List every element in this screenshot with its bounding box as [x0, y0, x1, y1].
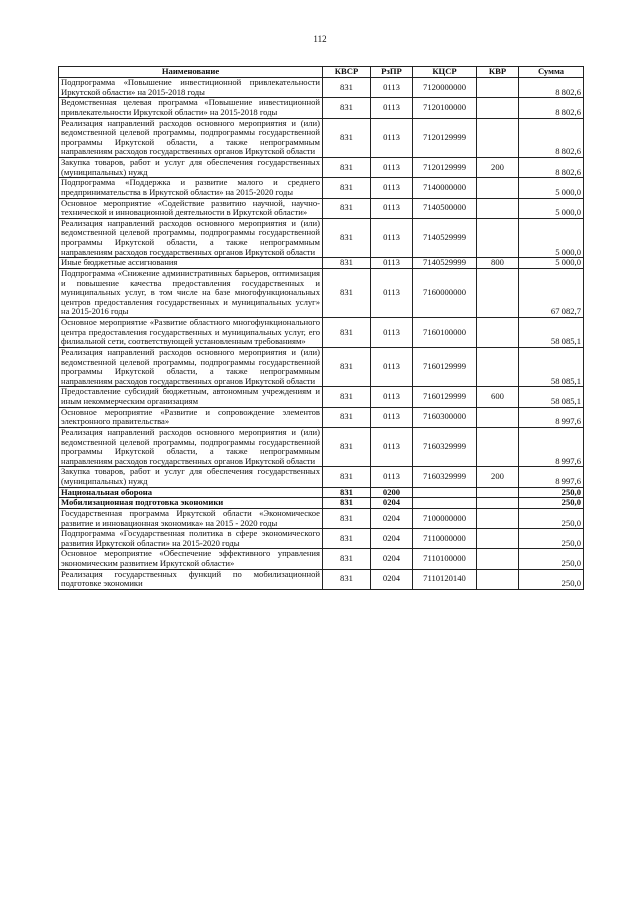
column-header-kvr: КВР: [477, 67, 519, 78]
row-name-cell: Предоставление субсидий бюджетным, автономным учреждениям и иным некоммерческим организациям: [59, 387, 323, 407]
row-rzpr-cell: 0204: [371, 508, 413, 528]
row-rzpr-cell: 0113: [371, 347, 413, 387]
row-kcsr-cell: 7160300000: [413, 407, 477, 427]
table-row: [59, 467, 584, 487]
row-kcsr-cell: 7140529999: [413, 258, 477, 269]
row-sum-cell: 8 802,6: [519, 98, 584, 118]
row-kvr-cell: [477, 487, 519, 498]
row-kcsr-cell: 7120000000: [413, 78, 477, 98]
row-kvsr-cell: 831: [323, 508, 371, 528]
table-row: [59, 549, 584, 569]
row-name-cell: Подпрограмма «Повышение инвестиционной привлекательности Иркутской области» на 2015-2018 годы: [59, 78, 323, 98]
row-kvsr-cell: 831: [323, 487, 371, 498]
row-rzpr-cell: 0204: [371, 498, 413, 509]
row-kcsr-cell: 7120100000: [413, 98, 477, 118]
row-name-cell: Реализация государственных функций по мобилизационной подготовке экономики: [59, 569, 323, 589]
row-kcsr-cell: 7100000000: [413, 508, 477, 528]
row-sum-cell: 250,0: [519, 569, 584, 589]
row-sum-cell: 8 997,6: [519, 467, 584, 487]
row-kvr-cell: [477, 198, 519, 218]
row-kvr-cell: 600: [477, 387, 519, 407]
row-rzpr-cell: 0113: [371, 268, 413, 317]
row-kvsr-cell: 831: [323, 427, 371, 467]
row-kcsr-cell: 7120129999: [413, 158, 477, 178]
row-name-cell: Государственная программа Иркутской области «Экономическое развитие и инновационная экономика» на 2015 - 2020 годы: [59, 508, 323, 528]
row-sum-cell: 250,0: [519, 498, 584, 509]
row-sum-cell: 67 082,7: [519, 268, 584, 317]
row-kvr-cell: [477, 569, 519, 589]
row-kcsr-cell: [413, 498, 477, 509]
row-rzpr-cell: 0113: [371, 198, 413, 218]
row-kvsr-cell: 831: [323, 158, 371, 178]
row-rzpr-cell: 0200: [371, 487, 413, 498]
row-rzpr-cell: 0113: [371, 218, 413, 258]
column-header-rzpr: РзПР: [371, 67, 413, 78]
row-kcsr-cell: 7120129999: [413, 118, 477, 158]
row-name-cell: Основное мероприятие «Содействие развитию научной, научно-технической и инновационной деятельности в Иркутской области»: [59, 198, 323, 218]
row-name-cell: Основное мероприятие «Развитие и сопровождение элементов электронного правительства»: [59, 407, 323, 427]
row-kcsr-cell: [413, 487, 477, 498]
row-kvr-cell: [477, 178, 519, 198]
row-kvsr-cell: 831: [323, 118, 371, 158]
row-sum-cell: 8 997,6: [519, 427, 584, 467]
row-kvsr-cell: 831: [323, 218, 371, 258]
row-kvr-cell: 800: [477, 258, 519, 269]
row-sum-cell: 58 085,1: [519, 347, 584, 387]
row-kcsr-cell: 7160129999: [413, 347, 477, 387]
column-header-sum: Сумма: [519, 67, 584, 78]
row-kcsr-cell: 7140500000: [413, 198, 477, 218]
row-kvsr-cell: 831: [323, 498, 371, 509]
row-kcsr-cell: 7110100000: [413, 549, 477, 569]
row-sum-cell: 58 085,1: [519, 387, 584, 407]
row-kvsr-cell: 831: [323, 529, 371, 549]
row-kcsr-cell: 7110000000: [413, 529, 477, 549]
row-kvsr-cell: 831: [323, 98, 371, 118]
row-kcsr-cell: 7160329999: [413, 467, 477, 487]
row-kvsr-cell: 831: [323, 258, 371, 269]
row-name-cell: Основное мероприятие «Развитие областного многофункционального центра предоставления государственных и муниципальных услуг, его филиальной сети, соответствующей установленным требованиям»: [59, 318, 323, 348]
row-kvsr-cell: 831: [323, 549, 371, 569]
table-row: [59, 487, 584, 498]
table-body: [59, 78, 584, 590]
row-rzpr-cell: 0204: [371, 569, 413, 589]
table-row: [59, 498, 584, 509]
row-rzpr-cell: 0204: [371, 549, 413, 569]
table-row: [59, 98, 584, 118]
row-rzpr-cell: 0113: [371, 467, 413, 487]
row-kcsr-cell: 7140000000: [413, 178, 477, 198]
row-kcsr-cell: 7160100000: [413, 318, 477, 348]
row-sum-cell: 8 802,6: [519, 78, 584, 98]
row-sum-cell: 8 997,6: [519, 407, 584, 427]
row-name-cell: Реализация направлений расходов основного мероприятия и (или) ведомственной целевой программы, подпрограммы государственной программы Иркутской области, а также непрограммным направлениям расходов государственных органов Иркутской области: [59, 218, 323, 258]
row-kvsr-cell: 831: [323, 387, 371, 407]
row-kvsr-cell: 831: [323, 268, 371, 317]
row-name-cell: Закупка товаров, работ и услуг для обеспечения государственных (муниципальных) нужд: [59, 467, 323, 487]
row-kvsr-cell: 831: [323, 569, 371, 589]
row-sum-cell: 250,0: [519, 487, 584, 498]
row-kvr-cell: [477, 529, 519, 549]
row-rzpr-cell: 0113: [371, 98, 413, 118]
column-header-name: Наименование: [59, 67, 323, 78]
table-row: [59, 78, 584, 98]
row-name-cell: Подпрограмма «Государственная политика в сфере экономического развития Иркутской области» на 2015-2020 годы: [59, 529, 323, 549]
row-rzpr-cell: 0113: [371, 387, 413, 407]
row-rzpr-cell: 0204: [371, 529, 413, 549]
row-sum-cell: 8 802,6: [519, 118, 584, 158]
table-row: [59, 218, 584, 258]
table-row: [59, 198, 584, 218]
table-row: [59, 529, 584, 549]
row-kvr-cell: [477, 268, 519, 317]
row-name-cell: Национальная оборона: [59, 487, 323, 498]
row-kcsr-cell: 7110120140: [413, 569, 477, 589]
row-rzpr-cell: 0113: [371, 318, 413, 348]
row-sum-cell: 58 085,1: [519, 318, 584, 348]
table-row: [59, 118, 584, 158]
row-kvr-cell: 200: [477, 467, 519, 487]
row-sum-cell: 5 000,0: [519, 198, 584, 218]
column-header-kvsr: КВСР: [323, 67, 371, 78]
row-rzpr-cell: 0113: [371, 118, 413, 158]
table-row: [59, 347, 584, 387]
row-kvsr-cell: 831: [323, 347, 371, 387]
row-rzpr-cell: 0113: [371, 407, 413, 427]
budget-table: [58, 66, 584, 590]
column-header-kcsr: КЦСР: [413, 67, 477, 78]
row-kcsr-cell: 7160329999: [413, 427, 477, 467]
table-row: [59, 258, 584, 269]
row-kvr-cell: [477, 118, 519, 158]
row-sum-cell: 5 000,0: [519, 218, 584, 258]
row-kvr-cell: [477, 508, 519, 528]
table-row: [59, 407, 584, 427]
row-kvr-cell: [477, 407, 519, 427]
row-kvr-cell: [477, 427, 519, 467]
table-row: [59, 318, 584, 348]
row-sum-cell: 5 000,0: [519, 258, 584, 269]
row-sum-cell: 5 000,0: [519, 178, 584, 198]
row-kvsr-cell: 831: [323, 407, 371, 427]
row-kvsr-cell: 831: [323, 467, 371, 487]
row-name-cell: Реализация направлений расходов основного мероприятия и (или) ведомственной целевой программы, подпрограммы государственной программы Иркутской области, а также непрограммным направлениям расходов государственных органов Иркутской области: [59, 427, 323, 467]
row-rzpr-cell: 0113: [371, 178, 413, 198]
table-header-row: [59, 67, 584, 78]
row-name-cell: Иные бюджетные ассигнования: [59, 258, 323, 269]
row-rzpr-cell: 0113: [371, 158, 413, 178]
table-row: [59, 158, 584, 178]
row-rzpr-cell: 0113: [371, 427, 413, 467]
row-kvr-cell: [477, 498, 519, 509]
row-name-cell: Ведомственная целевая программа «Повышение инвестиционной привлекательности Иркутской области» на 2015-2018 годы: [59, 98, 323, 118]
row-kcsr-cell: 7160129999: [413, 387, 477, 407]
table-row: [59, 427, 584, 467]
row-name-cell: Реализация направлений расходов основного мероприятия и (или) ведомственной целевой программы, подпрограммы государственной программы Иркутской области, а также непрограммным направлениям расходов государственных органов Иркутской области: [59, 118, 323, 158]
row-kvr-cell: 200: [477, 158, 519, 178]
row-kvr-cell: [477, 318, 519, 348]
row-name-cell: Реализация направлений расходов основного мероприятия и (или) ведомственной целевой программы, подпрограммы государственной программы Иркутской области, а также непрограммным направлениям расходов государственных органов Иркутской области: [59, 347, 323, 387]
table-row: [59, 178, 584, 198]
row-kvsr-cell: 831: [323, 178, 371, 198]
row-kvsr-cell: 831: [323, 78, 371, 98]
row-kvsr-cell: 831: [323, 318, 371, 348]
row-sum-cell: 250,0: [519, 529, 584, 549]
table-row: [59, 569, 584, 589]
row-name-cell: Закупка товаров, работ и услуг для обеспечения государственных (муниципальных) нужд: [59, 158, 323, 178]
row-rzpr-cell: 0113: [371, 78, 413, 98]
row-kvr-cell: [477, 218, 519, 258]
row-kcsr-cell: 7140529999: [413, 218, 477, 258]
table-row: [59, 508, 584, 528]
row-sum-cell: 250,0: [519, 508, 584, 528]
row-name-cell: Подпрограмма «Поддержка и развитие малого и среднего предпринимательства в Иркутской области» на 2015-2020 годы: [59, 178, 323, 198]
row-rzpr-cell: 0113: [371, 258, 413, 269]
row-sum-cell: 250,0: [519, 549, 584, 569]
row-kvr-cell: [477, 347, 519, 387]
table-row: [59, 387, 584, 407]
row-kvr-cell: [477, 78, 519, 98]
page-number: 112: [313, 34, 327, 44]
row-sum-cell: 8 802,6: [519, 158, 584, 178]
row-kcsr-cell: 7160000000: [413, 268, 477, 317]
row-name-cell: Основное мероприятие «Обеспечение эффективного управления экономическим развитием Иркутской области»: [59, 549, 323, 569]
row-kvr-cell: [477, 549, 519, 569]
row-name-cell: Мобилизационная подготовка экономики: [59, 498, 323, 509]
row-name-cell: Подпрограмма «Снижение административных барьеров, оптимизация и повышение качества предоставления государственных и муниципальных услуг, в том числе на базе многофункциональных центров предоставления государственных и муниципальных услуг» на 2015-2016 годы: [59, 268, 323, 317]
row-kvr-cell: [477, 98, 519, 118]
row-kvsr-cell: 831: [323, 198, 371, 218]
table-row: [59, 268, 584, 317]
